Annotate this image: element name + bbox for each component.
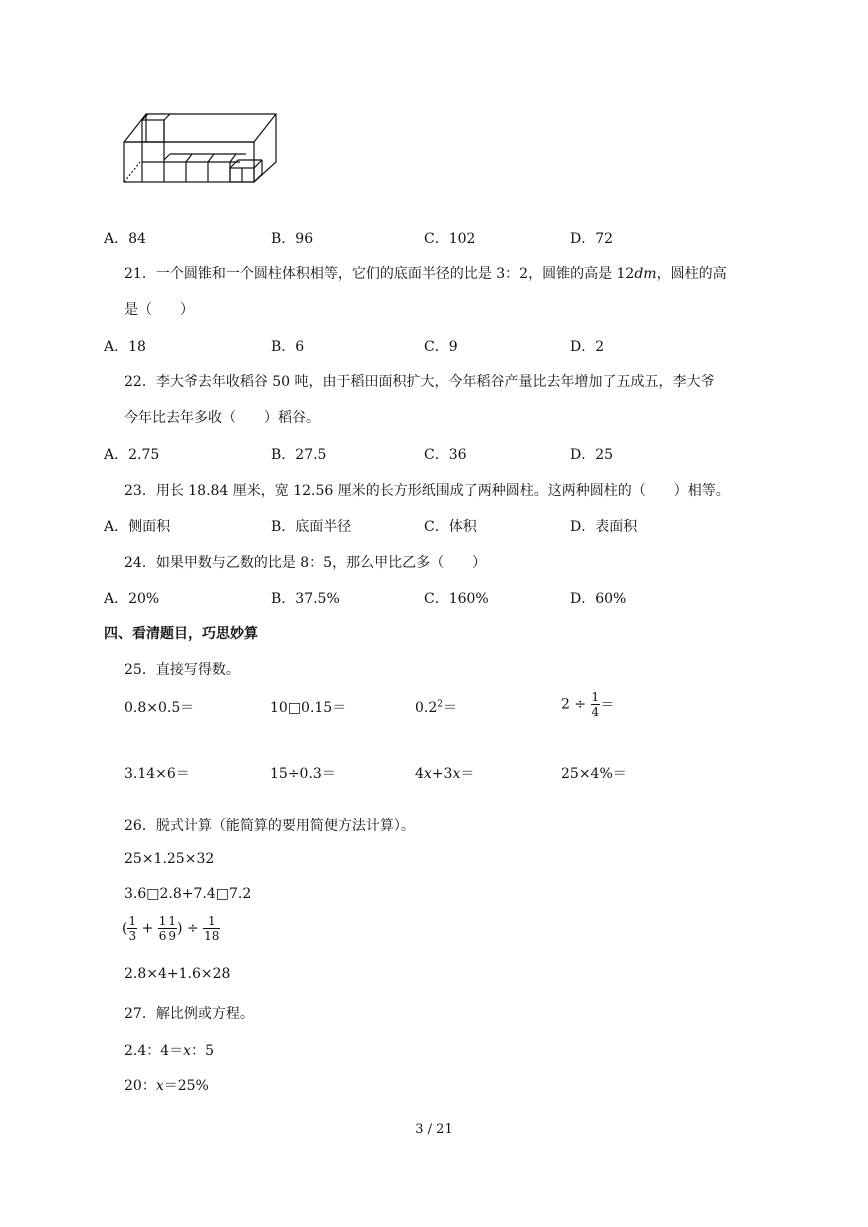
- q22-stem-line2: 今年比去年多收（ ）稻谷。: [124, 410, 320, 426]
- cube-stack-figure: [120, 110, 280, 186]
- q24-option-d[interactable]: D．60%: [570, 591, 627, 607]
- q25-item-4: 2 ÷ $\frac{1}{4}$ ＝: [561, 690, 615, 719]
- q23-option-b[interactable]: B．底面半径: [271, 519, 352, 535]
- q21-stem-line2: 是（ ）: [124, 302, 194, 318]
- fraction-one-quarter: $\frac{1}{4}$: [591, 690, 600, 719]
- q24-stem: 24．如果甲数与乙数的比是 8：5，那么甲比乙多（ ）: [124, 555, 487, 571]
- q22-option-d[interactable]: D．25: [570, 447, 614, 463]
- q25-item-5: 3.14×6＝: [124, 766, 190, 782]
- q26-expression-4: 2.8×4+1.6×28: [124, 966, 231, 982]
- q26-stem: 26．脱式计算（能简算的要用简便方法计算）。: [124, 818, 415, 834]
- q21-option-b[interactable]: B．6: [271, 339, 305, 355]
- q24-option-c[interactable]: C．160%: [424, 591, 489, 607]
- q27-stem: 27．解比例或方程。: [124, 1006, 254, 1022]
- q25-item-8: 25×4%＝: [561, 766, 627, 782]
- q22-option-c[interactable]: C．36: [424, 447, 467, 463]
- q26-expression-3: ( $\frac{1}{3}$ + $\frac{1}{6}$ $\frac{1}{9}$ ) ÷ $\frac{1}{18}$: [122, 914, 220, 943]
- q20-option-c[interactable]: C．102: [424, 231, 476, 247]
- q23-option-a[interactable]: A．侧面积: [104, 519, 171, 535]
- q24-option-a[interactable]: A．20%: [104, 591, 160, 607]
- q21-stem-line1: 21．一个圆锥和一个圆柱体积相等，它们的底面半径的比是 3：2，圆锥的高是 12dm，圆柱的高: [124, 266, 727, 282]
- q25-item-6: 15÷0.3＝: [270, 766, 336, 782]
- q20-option-d[interactable]: D．72: [570, 231, 614, 247]
- q20-option-b[interactable]: B．96: [271, 231, 314, 247]
- q23-option-c[interactable]: C．体积: [424, 519, 477, 535]
- q21-option-d[interactable]: D．2: [570, 339, 605, 355]
- q26-expression-2: 3.6□2.8+7.4□7.2: [124, 886, 252, 902]
- q22-stem-line1: 22．李大爷去年收稻谷 50 吨，由于稻田面积扩大，今年稻谷产量比去年增加了五成五，李大爷: [124, 374, 715, 390]
- q24-option-b[interactable]: B．37.5%: [271, 591, 340, 607]
- q23-stem: 23．用长 18.84 厘米，宽 12.56 厘米的长方形纸围成了两种圆柱。这两种圆柱的（ ）相等。: [124, 483, 730, 499]
- q25-item-2: 10□0.15＝: [270, 700, 347, 716]
- q25-stem: 25．直接写得数。: [124, 662, 240, 678]
- q21-option-a[interactable]: A．18: [104, 339, 146, 355]
- q27-equation-2: 20：x＝25%: [124, 1078, 209, 1094]
- q27-equation-1: 2.4：4＝x：5: [124, 1043, 214, 1059]
- q25-item-7: 4x+3x＝: [415, 766, 475, 782]
- q26-expression-1: 25×1.25×32: [124, 851, 215, 867]
- q22-option-a[interactable]: A．2.75: [104, 447, 160, 463]
- section-four-title: 四、看清题目，巧思妙算: [104, 626, 258, 642]
- q21-option-c[interactable]: C．9: [424, 339, 458, 355]
- page-number: 3 / 21: [415, 1122, 453, 1137]
- q22-option-b[interactable]: B．27.5: [271, 447, 327, 463]
- q23-option-d[interactable]: D．表面积: [570, 519, 638, 535]
- q25-item-3: $0.2^2=$: [415, 699, 457, 716]
- q25-item-1: 0.8×0.5＝: [124, 700, 195, 716]
- q20-option-a[interactable]: A．84: [104, 231, 146, 247]
